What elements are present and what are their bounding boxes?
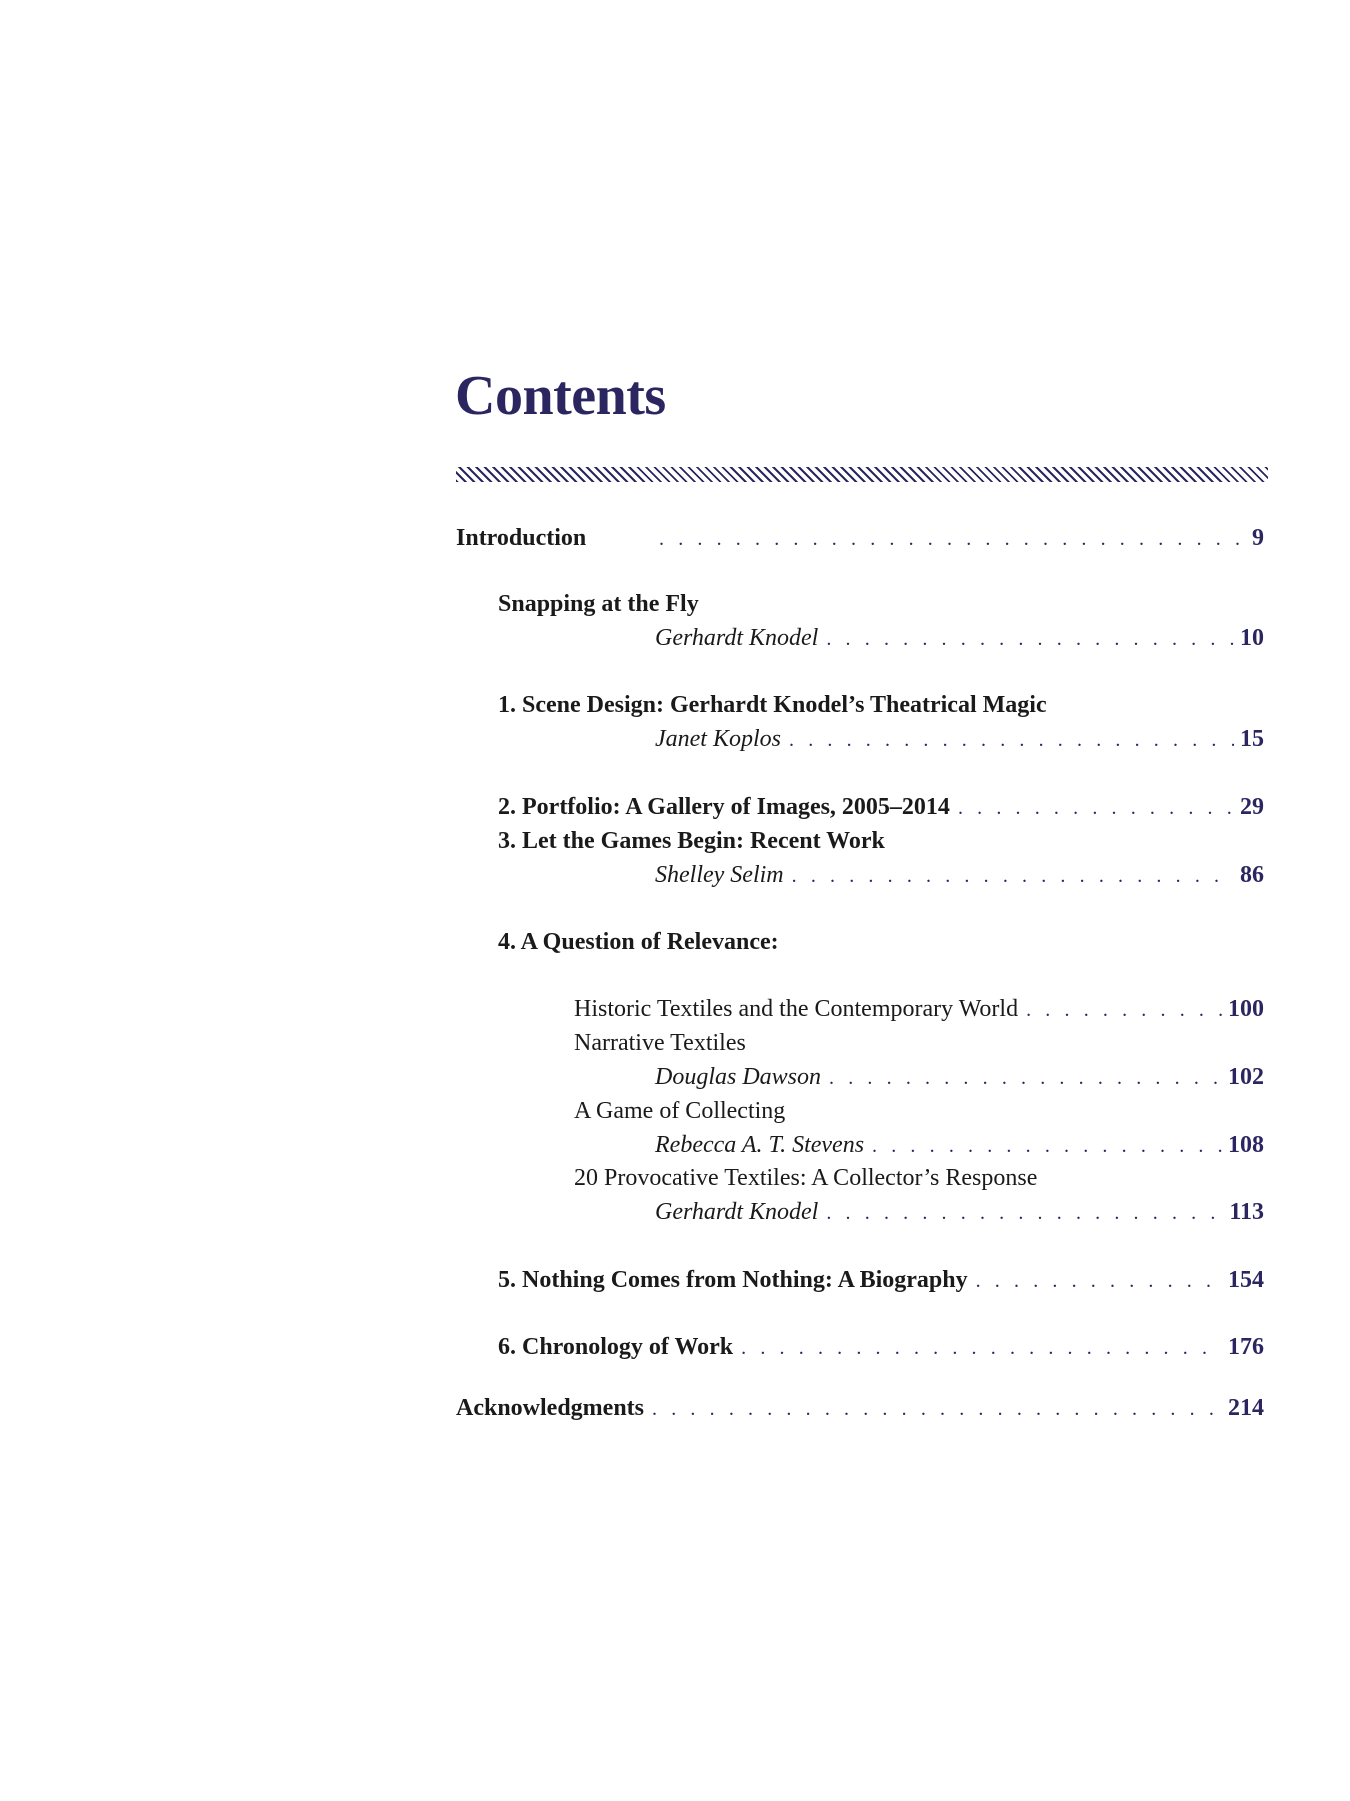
toc-entry-games-title[interactable]: 3. Let the Games Begin: Recent Work	[498, 828, 885, 854]
toc-entry-author: Douglas Dawson	[655, 1064, 822, 1090]
toc-entry-author: Rebecca A. T. Stevens	[655, 1132, 865, 1158]
toc-entry-chronology[interactable]	[498, 1332, 1264, 1363]
toc-entry-snapping-title[interactable]: Snapping at the Fly	[498, 591, 699, 617]
dot-leader	[826, 624, 1234, 654]
toc-entry-narrative-title[interactable]: Narrative Textiles	[574, 1030, 746, 1056]
toc-entry-scene-design[interactable]	[655, 724, 1264, 755]
decorative-hatched-rule	[456, 467, 1268, 482]
toc-page-number: 176	[1228, 1334, 1264, 1360]
page-title: Contents	[455, 365, 666, 427]
toc-page-number: 108	[1228, 1132, 1264, 1158]
toc-entry-introduction[interactable]	[456, 523, 1264, 554]
toc-page-number: 9	[1252, 525, 1264, 551]
dot-leader	[958, 793, 1234, 823]
toc-entry-nothing[interactable]	[498, 1265, 1264, 1296]
toc-entry-label: 5. Nothing Comes from Nothing: A Biography	[498, 1267, 968, 1293]
toc-entry-label: Introduction	[456, 525, 587, 551]
dot-leader	[659, 524, 1246, 554]
toc-entry-label: Acknowledgments	[456, 1395, 645, 1421]
toc-entry-historic[interactable]	[574, 994, 1264, 1025]
dot-leader	[872, 1131, 1222, 1161]
toc-page-number: 10	[1240, 625, 1264, 651]
dot-leader	[741, 1333, 1222, 1363]
toc-entry-narrative[interactable]	[655, 1062, 1264, 1093]
dot-leader	[1026, 995, 1222, 1025]
toc-page-number: 29	[1240, 794, 1264, 820]
toc-entry-label: 2. Portfolio: A Gallery of Images, 2005–2014	[498, 794, 950, 820]
dot-leader	[826, 1198, 1223, 1228]
toc-entry-provocative-title[interactable]: 20 Provocative Textiles: A Collector’s Response	[574, 1165, 1038, 1191]
toc-entry-author: Shelley Selim	[655, 862, 784, 888]
toc-page-number: 154	[1228, 1267, 1264, 1293]
toc-page-number: 15	[1240, 726, 1264, 752]
dot-leader	[976, 1266, 1222, 1296]
toc-entry-author: Gerhardt Knodel	[655, 625, 819, 651]
dot-leader	[829, 1063, 1222, 1093]
dot-leader	[789, 725, 1234, 755]
toc-page-number: 100	[1228, 996, 1264, 1022]
toc-entry-collecting[interactable]	[655, 1130, 1264, 1161]
toc-page-number: 113	[1229, 1199, 1264, 1225]
toc-page-number: 102	[1228, 1064, 1264, 1090]
toc-entry-label: 6. Chronology of Work	[498, 1334, 734, 1360]
toc-entry-collecting-title[interactable]: A Game of Collecting	[574, 1098, 786, 1124]
toc-entry-scene-design-title[interactable]: 1. Scene Design: Gerhardt Knodel’s Theatrical Magic	[498, 692, 1047, 718]
toc-entry-provocative[interactable]	[655, 1197, 1264, 1228]
toc-entry-author: Gerhardt Knodel	[655, 1199, 819, 1225]
toc-entry-author: Janet Koplos	[655, 726, 781, 752]
toc-entry-games[interactable]	[655, 860, 1264, 891]
toc-page-number: 86	[1240, 862, 1264, 888]
toc-entry-label: Historic Textiles and the Contemporary World	[574, 996, 1019, 1022]
toc-entry-portfolio[interactable]	[498, 792, 1264, 823]
toc-entry-acknowledgments[interactable]	[456, 1393, 1264, 1424]
toc-page-number: 214	[1228, 1395, 1264, 1421]
toc-entry-relevance-title[interactable]: 4. A Question of Relevance:	[498, 929, 779, 955]
dot-leader	[792, 861, 1234, 891]
dot-leader	[652, 1394, 1222, 1424]
toc-entry-snapping[interactable]	[655, 623, 1264, 654]
